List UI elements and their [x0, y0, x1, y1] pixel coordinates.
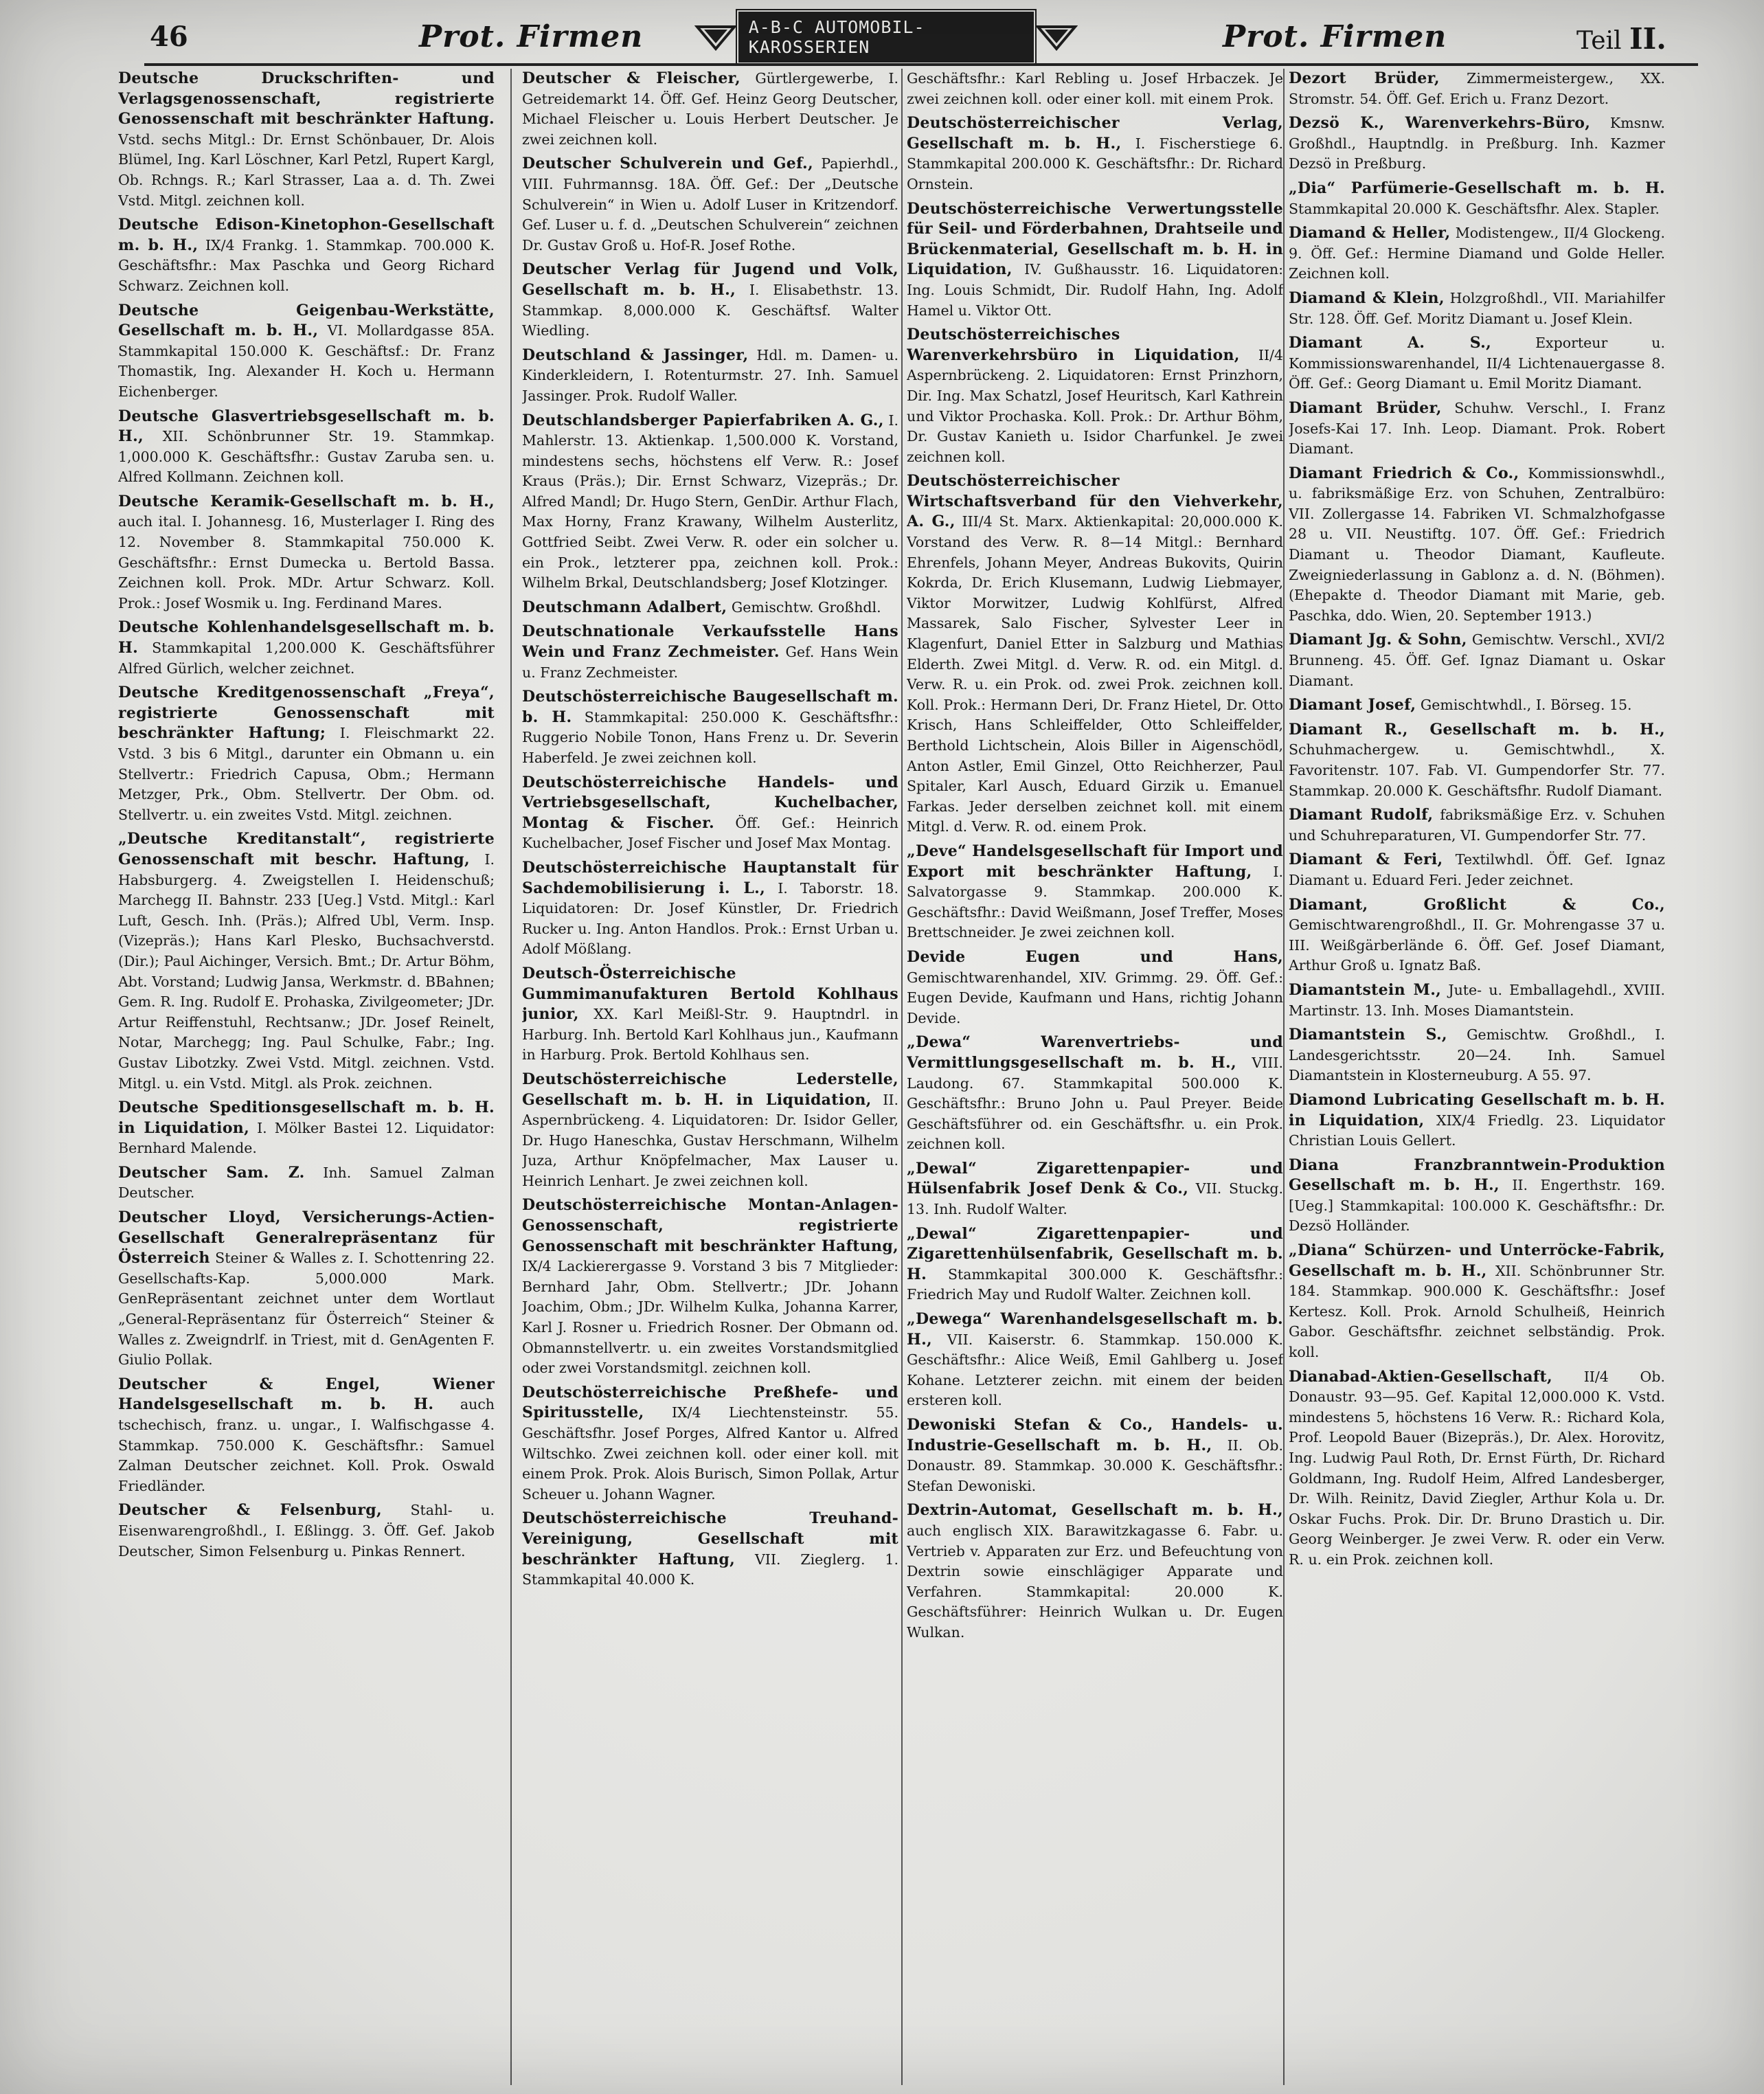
entry-company-name: Deutschösterreichische Montan-Anlagen-Genossenschaft, registrierte Genossenschaft mit beschränkter Haftung,	[522, 1196, 898, 1255]
entry-company-name: Diamant & Feri,	[1289, 851, 1443, 869]
directory-entry	[522, 687, 898, 768]
directory-entry	[907, 1415, 1283, 1496]
directory-entry	[1289, 1367, 1665, 1570]
entry-company-name: Deutschösterreichische Baugesellschaft m. b. H.	[522, 688, 898, 726]
entry-details: II/4 Ob. Donaustr. 93—95. Gef. Kapital 12,000.000 K. Vstd. mindestens 5, höchstens 16 Verw. R.: Richard Kola, Prof. Leopold Bauer (Bizepräs.), Dr. Alex. Horovitz, Ing. Ludwig Paul Roth, Dr. Ernst Fürth, Dr. Richard Goldmann, Ing. Rudolf Heim, Alfred Landesberger, Dr. Wilh. Reinitz, David Ziegler, Arthur Kola u. Dr. Oskar Fuchs. Prok. Dir. Dr. Bruno Drastich u. Dir. Georg Weinberger. Je zwei Verw. R. oder ein Verw. R. u. ein Prok. zeichnen koll.	[1289, 1368, 1665, 1568]
directory-entry	[907, 1033, 1283, 1155]
entry-details: auch englisch XIX. Barawitzkagasse 6. Fabr. u. Vertrieb v. Apparaten zur Erz. und Befeuchtung von Dextrin sowie einschlägiger Apparate und Verfahren. Stammkapital: 20.000 K. Geschäftsführer: Heinrich Wulkan u. Dr. Eugen Wulkan.	[907, 1522, 1283, 1641]
entry-company-name: Diamant Jg. & Sohn,	[1289, 631, 1467, 649]
entry-details: Gemischtw. Verschl., XVI/2 Brunneng. 45. Öff. Gef. Ignaz Diamant u. Oskar Diamant.	[1289, 631, 1665, 689]
directory-entry	[1289, 69, 1665, 109]
entry-details: I. Taborstr. 18. Liquidatoren: Dr. Josef Künstler, Dr. Friedrich Rucker u. Ing. Anton Handlos. Prok.: Ernst Urban u. Adolf Mößlang.	[522, 879, 898, 958]
entry-details: Exporteur u. Kommissionswarenhandel, II/4 Lichtenauergasse 8. Öff. Gef.: Georg Diamant u. Emil Moritz Diamant.	[1289, 335, 1665, 392]
entry-details: Holzgroßhdl., VII. Mariahilfer Str. 128. Öff. Gef. Moritz Diamant u. Josef Klein.	[1289, 289, 1665, 327]
entry-details: I. Salvatorgasse 9. Stammkap. 200.000 K. Geschäftsfhr.: David Weißmann, Josef Treffer, Moses Brettschneider. Je zwei zeichnen koll.	[907, 863, 1283, 941]
entry-company-name: „Deutsche Kreditanstalt“, registrierte Genossenschaft mit beschr. Haftung,	[118, 830, 495, 868]
directory-entry	[522, 346, 898, 407]
part-label	[1576, 22, 1666, 56]
directory-entry	[522, 1070, 898, 1192]
directory-entry	[1289, 720, 1665, 801]
entry-company-name: Dezort Brüder,	[1289, 69, 1440, 87]
entry-company-name: Deutschmann Adalbert,	[522, 598, 727, 616]
directory-entry	[907, 325, 1283, 467]
entry-details: I. Fischerstiege 6. Stammkapital 200.000 K. Geschäftsfhr.: Dr. Richard Ornstein.	[907, 135, 1283, 192]
entry-company-name: Deutschösterreichische Preßhefe- und Spiritusstelle,	[522, 1383, 898, 1422]
entry-details: auch tschechisch, franz. u. ungar., I. Walfischgasse 4. Stammkap. 750.000 K. Geschäftsfhr.: Samuel Zalman Deutscher zeichnet. Koll. Prok. Oswald Friedländer.	[118, 1396, 495, 1494]
directory-entry	[522, 69, 898, 150]
entry-details: IX/4 Lackierergasse 9. Vorstand 3 bis 7 Mitglieder: Bernhard Jahr, Obm. Stellvertr.; JDr. Johann Joachim, Obm.; JDr. Wilhelm Kulka, Johanna Karrer, Karl J. Rosner u. Friedrich Rosner. Der Obmann od. Obmannstellvertr. u. ein zweites Vorstandsmitglied oder zwei Vorstandsmitgl. zeichnen koll.	[522, 1258, 898, 1377]
directory-entry	[1289, 1025, 1665, 1086]
directory-entry	[118, 492, 495, 614]
entry-company-name: Deutschnationale Verkaufsstelle Hans Wein und Franz Zechmeister.	[522, 622, 898, 662]
entry-company-name: Dianabad-Aktien-Gesellschaft,	[1289, 1367, 1552, 1386]
entry-details: Steiner & Walles z. I. Schottenring 22. Gesellschafts-Kap. 5,000.000 Mark. GenRepräsentant zeichnet unter dem Wortlaut „General-Repräsentanz für Österreich“ Steiner & Walles z. Zweigndrlf. in Triest, mit d. GenAgenten F. Giulio Pollak.	[118, 1250, 495, 1369]
directory-entry	[522, 858, 898, 960]
directory-entry	[118, 301, 495, 403]
entry-company-name: Diamant Brüder,	[1289, 398, 1442, 417]
directory-entry	[1289, 398, 1665, 460]
entry-company-name: Deutsche Keramik-Gesellschaft m. b. H.,	[118, 492, 495, 510]
entry-details: XIX/4 Friedlg. 23. Liquidator Christian Louis Gellert.	[1289, 1112, 1665, 1149]
entry-company-name: Deutschösterreichischer Verlag, Gesellschaft m. b. H.,	[907, 114, 1283, 153]
directory-entry	[907, 1500, 1283, 1643]
entry-company-name: Diamond Lubricating Gesellschaft m. b. H. in Liquidation,	[1289, 1090, 1665, 1129]
directory-entry	[118, 1163, 495, 1204]
directory-entry	[522, 1195, 898, 1378]
entry-details: Zimmermeistergew., XX. Stromstr. 54. Öff. Gef. Erich u. Franz Dezort.	[1289, 70, 1665, 107]
directory-entry	[1289, 1156, 1665, 1237]
directory-entry	[1289, 1241, 1665, 1363]
entry-details: IX/4 Frankg. 1. Stammkap. 700.000 K. Geschäftsfhr.: Max Paschka und Georg Richard Schwarz. Zeichnen koll.	[118, 236, 495, 294]
directory-entry	[907, 113, 1283, 194]
entry-company-name: Diamantstein S.,	[1289, 1026, 1447, 1044]
entry-details: Geschäftsfhr.: Karl Rebling u. Josef Hrbaczek. Je zwei zeichnen koll. oder einer koll. mit einem Prok.	[907, 70, 1283, 107]
entry-details: Textilwhdl. Öff. Gef. Ignaz Diamant u. Eduard Feri. Jeder zeichnet.	[1289, 851, 1665, 888]
entry-details: Kommissionswhdl., u. fabriksmäßige Erz. von Schuhen, Zentralbüro: VII. Zollergasse 14. Fabriken VI. Schmalzhofgasse 28 u. VII. Neustiftg. 107. Öff. Gef.: Friedrich Diamant u. Theodor Diamant, Kaufleute. Zweigniederlassung in Gablonz a. d. N. (Böhmen). (Ehepakte d. Theodor Diamant mit Marie, geb. Paschka, ddo. Wien, 20. September 1913.)	[1289, 464, 1665, 624]
entry-details: Stammkapital 1,200.000 K. Geschäftsführer Alfred Gürlich, welcher zeichnet.	[118, 640, 495, 677]
page-header	[0, 15, 1764, 63]
entry-details: I. Fleischmarkt 22. Vstd. 3 bis 6 Mitgl., darunter ein Obmann u. ein Stellvertr.: Friedrich Capusa, Obm.; Hermann Metzger, Prk., Obm. Stellvertr. Der Obm. od. Stellvertr. u. ein zweites Vstd. Mitgl. zeichnen.	[118, 725, 495, 823]
directory-entry	[907, 1159, 1283, 1220]
entry-details: Stammkapital 20.000 K. Geschäftsfhr. Alex. Stapler.	[1289, 200, 1660, 217]
entry-company-name: Deutschösterreichische Hauptanstalt für Sachdemobilisierung i. L.,	[522, 858, 898, 897]
directory-entry	[1289, 333, 1665, 394]
entry-company-name: Diamantstein M.,	[1289, 980, 1442, 999]
directory-entry	[1289, 980, 1665, 1021]
left-running-title: Prot. Firmen	[419, 19, 644, 54]
entry-company-name: Deutsch-Österreichische Gummimanufakturen Bertold Kohlhaus junior,	[522, 964, 898, 1024]
directory-entry	[522, 964, 898, 1066]
entry-details: Gürtlergewerbe, I. Getreidemarkt 14. Öff. Gef. Heinz Georg Deutscher, Michael Fleischer u. Louis Herbert Deutscher. Je zwei zeichnen koll.	[522, 70, 898, 148]
entry-details: Jute- u. Emballagehdl., XVIII. Martinstr. 13. Inh. Moses Diamantstein.	[1289, 981, 1665, 1019]
directory-entry	[1289, 630, 1665, 691]
directory-entry	[522, 773, 898, 854]
directory-entry	[118, 1500, 495, 1562]
car-emblem-icon	[1034, 21, 1078, 53]
entry-company-name: Diamant A. S.,	[1289, 334, 1492, 352]
entry-company-name: „Dewega“ Warenhandelsgesellschaft m. b. H.,	[907, 1310, 1283, 1349]
directory-entry	[1289, 805, 1665, 846]
entry-company-name: Deutschösterreichische Handels- und Vertriebsgesellschaft, Kuchelbacher, Montag & Fischer.	[522, 773, 898, 832]
entry-details: XII. Schönbrunner Str. 19. Stammkap. 1,000.000 K. Geschäftsfhr.: Gustav Zaruba sen. u. Alfred Kollmann. Zeichnen koll.	[118, 428, 495, 486]
entry-company-name: Deutsche Glasvertriebsgesellschaft m. b. H.,	[118, 407, 495, 446]
entry-details: Gemischtwarengroßhdl., II. Gr. Mohrengasse 37 u. III. Weißgärberlände 6. Öff. Gef. Josef Diamant, Arthur Groß u. Ignatz Baß.	[1289, 916, 1665, 974]
entry-company-name: Deutscher Verlag für Jugend und Volk, Gesellschaft m. b. H.,	[522, 260, 898, 299]
entry-company-name: Deutsche Druckschriften- und Verlagsgenossenschaft, registrierte Genossenschaft mit beschränkter Haftung.	[118, 69, 495, 128]
part-label-text: Teil	[1576, 27, 1622, 55]
entry-company-name: „Dewal“ Zigarettenpapier- und Hülsenfabrik Josef Denk & Co.,	[907, 1159, 1283, 1198]
car-emblem-icon	[694, 21, 738, 53]
entry-company-name: Dextrin-Automat, Gesellschaft m. b. H.,	[907, 1501, 1283, 1520]
directory-entry	[522, 1509, 898, 1590]
directory-entry	[1289, 179, 1665, 219]
entry-details: auch ital. I. Johannesg. 16, Musterlager I. Ring des 12. November 8. Stammkapital 750.000 K. Geschäftsfhr.: Ernst Dumecka u. Bertold Bassa. Zeichnen koll. Prok. MDr. Artur Schwarz. Koll. Prok.: Josef Wosmik u. Ing. Ferdinand Mares.	[118, 513, 495, 611]
entry-company-name: Deutscher & Felsenburg,	[118, 1501, 382, 1520]
entry-details: Hdl. m. Damen- u. Kinderkleidern, I. Rotenturmstr. 27. Inh. Samuel Jassinger. Prok. Rudolf Waller.	[522, 346, 898, 404]
entry-company-name: Deutscher & Fleischer,	[522, 69, 740, 87]
entry-details: VII. Zieglerg. 1. Stammkapital 40.000 K.	[522, 1551, 898, 1588]
entry-company-name: Deutschösterreichische Treuhand-Vereinigung, Gesellschaft mit beschränkter Haftung,	[522, 1509, 898, 1568]
entry-details: Gemischtwarenhandel, XIV. Grimmg. 29. Öff. Gef.: Eugen Devide, Kaufmann und Hans, richtig Johann Devide.	[907, 969, 1283, 1026]
directory-entry	[1289, 895, 1665, 976]
column-1	[118, 69, 495, 2085]
directory-entry	[907, 471, 1283, 837]
entry-company-name: Diamant Rudolf,	[1289, 806, 1434, 824]
header-rule	[144, 63, 1698, 66]
entry-details: Inh. Samuel Zalman Deutscher.	[118, 1164, 495, 1202]
entry-details: Schuhw. Verschl., I. Franz Josefs-Kai 17. Inh. Leop. Diamant. Prok. Robert Diamant.	[1289, 399, 1665, 458]
entry-details: Stammkapital: 250.000 K. Geschäftsfhr.: Ruggerio Nobile Tonon, Hans Frenz u. Dr. Severin Haberfeld. Je zwei zeichnen koll.	[522, 708, 898, 766]
part-numeral: II.	[1629, 22, 1666, 56]
entry-company-name: Diamant, Großlicht & Co.,	[1289, 895, 1665, 914]
entry-company-name: Diamant Friedrich & Co.,	[1289, 464, 1519, 482]
directory-entry	[522, 154, 898, 256]
entry-company-name: „Dia“ Parfümerie-Gesellschaft m. b. H.	[1289, 179, 1665, 197]
entry-company-name: Deutscher Schulverein und Gef.,	[522, 155, 813, 173]
entry-company-name: Deutscher Sam. Z.	[118, 1163, 305, 1182]
directory-entry	[1289, 223, 1665, 284]
entry-company-name: Deutschland & Jassinger,	[522, 346, 749, 364]
entry-details: I. Mölker Bastei 12. Liquidator: Bernhard Malende.	[118, 1119, 495, 1157]
entry-details: I. Habsburgerg. 4. Zweigstellen I. Heidenschuß; Marchegg II. Bahnstr. 233 [Ueg.] Vstd. Mitgl.: Karl Luft, Gesch. Inh. (Präs.); Alfred Ubl, Verm. Insp. (Vizepräs.); Hans Karl Plesko, Buchsachverstd. (Dir.); Paul Aichinger, Versich. Bmt.; Dr. Artur Böhm, Abt. Vorstand; Ludwig Jansa, Werkmstr. d. BBahnen; Gem. R. Ing. Rudolf E. Prohaska, Zivilgeometer; JDr. Artur Reiffenstuhl, Rechtsanw.; JDr. Josef Reinelt, Notar, Marchegg; Ing. Paul Schulke, Fabr.; Ing. Gustav Libotzky. Zwei Vstd. Mitgl. zeichnen. Vstd. Mitgl. u. ein Vstd. Mitgl. als Prok. zeichnen.	[118, 851, 495, 1092]
entry-details: XII. Schönbrunner Str. 184. Stammkap. 900.000 K. Geschäftsfhr.: Josef Kertesz. Koll. Prok. Arnold Schulheiß, Heinrich Gabor. Geschäftsfhr. zeichnet selbständig. Prok. koll.	[1289, 1262, 1665, 1361]
entry-details: I. Mahlerstr. 13. Aktienkap. 1,500.000 K. Vorstand, mindestens sechs, höchstens elf Verw. R.: Josef Kraus (Präs.); Dir. Ernst Schwarz, Vizepräs.; Dr. Alfred Mandl; Dr. Hugo Stern, GenDir. Arthur Flach, Max Horny, Franz Krawany, Wilhelm Austerlitz, Gottfried Seibt. Zwei Verw. R. oder ein solcher u. ein Prok., letzterer ppa, zeichnen koll. Prok.: Wilhelm Brkal, Deutschlandsberg; Josef Klotzinger.	[522, 412, 898, 592]
entry-details: IX/4 Liechtensteinstr. 55. Geschäftsfhr. Josef Porges, Alfred Kantor u. Alfred Wiltschko. Zwei zeichnen koll. oder einer koll. mit einem Prok. Prok. Alois Burisch, Simon Pollak, Artur Scheuer u. Johann Wagner.	[522, 1404, 898, 1502]
banner-text: A-B-C AUTOMOBIL-KAROSSERIEN	[738, 12, 1034, 63]
entry-company-name: Deutsche Kohlenhandelsgesellschaft m. b. H.	[118, 618, 495, 657]
entry-company-name: Deutscher & Engel, Wiener Handelsgesellschaft m. b. H.	[118, 1375, 495, 1414]
entry-company-name: Dewoniski Stefan & Co., Handels- u. Industrie-Gesellschaft m. b. H.,	[907, 1416, 1283, 1454]
directory-entry	[907, 947, 1283, 1028]
entry-details: Stahl- u. Eisenwarengroßhdl., I. Eßlingg. 3. Öff. Gef. Jakob Deutscher, Simon Felsenburg u. Pinkas Rennert.	[118, 1502, 495, 1560]
directory-entry	[1289, 695, 1665, 716]
entry-details: Stammkapital 300.000 K. Geschäftsfhr.: Friedrich May und Rudolf Walter. Zeichnen koll.	[907, 1265, 1283, 1303]
entry-details: Vstd. sechs Mitgl.: Dr. Ernst Schönbauer, Dr. Alois Blümel, Ing. Karl Löschner, Karl Petzl, Rupert Kargl, Ob. Rchngs. R.; Karl Strasser, Laa a. d. Th. Zwei Vstd. Mitgl. zeichnen koll.	[118, 131, 495, 209]
entry-details: Kmsnw. Großhdl., Hauptndlg. in Preßburg. Inh. Kazmer Dezsö in Preßburg.	[1289, 115, 1665, 172]
entry-company-name: Diamand & Heller,	[1289, 224, 1451, 243]
directory-entry	[522, 598, 898, 618]
directory-entry	[1289, 113, 1665, 174]
column-4	[1289, 69, 1665, 2085]
directory-entry	[1289, 1090, 1665, 1151]
entry-company-name: Deutsche Kreditgenossenschaft „Freya“, registrierte Genossenschaft mit beschränkter Haftung;	[118, 684, 495, 743]
entry-company-name: Deutschlandsberger Papierfabriken A. G.,	[522, 411, 884, 429]
entry-company-name: Diamant R., Gesellschaft m. b. H.,	[1289, 720, 1665, 739]
entry-details: fabriksmäßige Erz. v. Schuhen und Schuhreparaturen, VI. Gumpendorfer Str. 77.	[1289, 807, 1665, 844]
directory-entry	[1289, 464, 1665, 627]
directory-entry	[118, 829, 495, 1094]
directory-entry	[118, 215, 495, 296]
column-divider	[510, 69, 512, 2085]
page-number: 46	[150, 21, 188, 53]
entry-details: VII. Stuckg. 13. Inh. Rudolf Walter.	[907, 1180, 1283, 1218]
column-divider	[1283, 69, 1285, 2085]
directory-entry	[118, 683, 495, 825]
directory-entry	[1289, 289, 1665, 329]
entry-company-name: Diamand & Klein,	[1289, 289, 1445, 307]
directory-entry	[118, 618, 495, 679]
entry-company-name: „Dewal“ Zigarettenpapier- und Zigarettenhülsenfabrik, Gesellschaft m. b. H.	[907, 1224, 1283, 1283]
entry-company-name: Deutschösterreichischer Wirtschaftsverband für den Viehverkehr, A. G.,	[907, 472, 1283, 531]
entry-details: II. Aspernbrückeng. 4. Liquidatoren: Dr. Isidor Geller, Dr. Hugo Haneschka, Gustav Herschmann, Wilhelm Juza, Arthur Knöpfelmacher, Max Lauser u. Heinrich Lenhart. Je zwei zeichnen koll.	[522, 1091, 898, 1189]
entry-company-name: Deutschösterreichische Lederstelle, Gesellschaft m. b. H. in Liquidation,	[522, 1070, 898, 1109]
directory-entry	[907, 842, 1283, 943]
column-2	[522, 69, 898, 2085]
entry-details: Schuhmachergew. u. Gemischtwhdl., X. Favoritenstr. 107. Fab. VI. Gumpendorfer Str. 77. Stammkap. 20.000 K. Geschäftsfhr. Rudolf Diamant.	[1289, 741, 1665, 799]
right-running-title: Prot. Firmen	[1223, 19, 1447, 54]
entry-details: VIII. Laudong. 67. Stammkapital 500.000 K. Geschäftsfhr.: Bruno John u. Paul Preyer. Beide Geschäftsführer od. ein Geschäftsfhr. u. ein Prok. zeichnen koll.	[907, 1054, 1283, 1153]
directory-entry	[118, 1208, 495, 1371]
entry-company-name: Deutsche Edison-Kinetophon-Gesellschaft m. b. H.,	[118, 216, 495, 254]
entry-details: Modistengew., II/4 Glockeng. 9. Öff. Gef.: Hermine Diamand und Golde Heller. Zeichnen koll.	[1289, 225, 1665, 282]
entry-details: III/4 St. Marx. Aktienkapital: 20,000.000 K. Vorstand des Verw. R. 8—14 Mitgl.: Bernhard Ehrenfels, Johann Meyer, Andreas Bukovits, Quirin Kokrda, Dr. Erich Klusemann, Ludwig Liebmayer, Viktor Morwitzer, Ludwig Kohlfürst, Alfred Massarek, Salo Fischer, Sylvester Leer in Klagenfurt, Daniel Etter in Salzburg und Mathias Elderth. Zwei Mitgl. d. Verw. R. od. ein Mitgl. d. Verw. R. u. ein Prok. od. zwei Prok. zeichnen koll. Koll. Prok.: Hermann Deri, Dr. Franz Hietel, Dr. Otto Krisch, Hans Schleiffelder, Otto Schleiffelder, Berthold Lichtschein, Alois Biller in Aigenschödl, Anton Astler, Emil Ginzel, Otto Reichherzer, Paul Spitaler, Karl Ausch, Eduard Girzik u. Emanuel Farkas. Jeder derselben zeichnet koll. mit einem Mitgl. d. Verw. R. od. einem Prok.	[907, 513, 1283, 835]
entry-details: II. Ob. Donaustr. 89. Stammkap. 30.000 K. Geschäftsfhr.: Stefan Dewoniski.	[907, 1437, 1283, 1494]
column-3	[907, 69, 1283, 2085]
directory-entry	[907, 199, 1283, 322]
entry-company-name: Deutsche Speditionsgesellschaft m. b. H. in Liquidation,	[118, 1099, 495, 1137]
advertisement-banner	[694, 17, 1078, 57]
directory-entry	[522, 1383, 898, 1505]
entry-company-name: Diamant Josef,	[1289, 696, 1416, 714]
directory-entry	[522, 622, 898, 683]
entry-details: Gemischtw. Großhdl., I. Landesgerichtsstr. 20—24. Inh. Samuel Diamantstein in Klosterneuburg. A 55. 97.	[1289, 1026, 1665, 1084]
entry-details: II. Engerthstr. 169. [Ueg.] Stammkapital: 100.000 K. Geschäftsfhr.: Dr. Dezsö Holländer.	[1289, 1177, 1665, 1235]
entry-details: Gemischtw. Großhdl.	[731, 598, 881, 616]
entry-details: Gemischtwhdl., I. Börseg. 15.	[1420, 697, 1632, 714]
directory-entry	[907, 69, 1283, 109]
entry-details: Gef. Hans Wein u. Franz Zechmeister.	[522, 644, 898, 681]
entry-details: I. Elisabethstr. 13. Stammkap. 8,000.000 K. Geschäftsf. Walter Wiedling.	[522, 281, 898, 339]
entry-details: VI. Mollardgasse 85A. Stammkapital 150.000 K. Geschäftsf.: Dr. Franz Thomastik, Ing. Alexander H. Koch u. Hermann Eichenberger.	[118, 322, 495, 400]
entry-company-name: Diana Franzbranntwein-Produktion Gesellschaft m. b. H.,	[1289, 1156, 1665, 1195]
entry-company-name: Devide Eugen und Hans,	[907, 947, 1283, 966]
entry-company-name: „Dewa“ Warenvertriebs- und Vermittlungsgesellschaft m. b. H.,	[907, 1033, 1283, 1072]
entry-details: VII. Kaiserstr. 6. Stammkap. 150.000 K. Geschäftsfhr.: Alice Weiß, Emil Gahlberg u. Josef Kohane. Letzterer zeichn. mit einem der beiden ersteren koll.	[907, 1331, 1283, 1409]
directory-entry	[907, 1309, 1283, 1411]
directory-entry	[907, 1224, 1283, 1305]
entry-details: Papierhdl., VIII. Fuhrmannsg. 18A. Öff. Gef.: Der „Deutsche Schulverein“ in Wien u. Adolf Luser in Kritzendorf. Gef. Luser u. f. d. „Deutschen Schulverein“ zeichnen Dr. Gustav Groß u. Hof-R. Josef Rothe.	[522, 155, 898, 254]
entry-details: IV. Gußhausstr. 16. Liquidatoren: Ing. Louis Schmidt, Dir. Rudolf Hahn, Ing. Adolf Hamel u. Viktor Ott.	[907, 261, 1283, 319]
directory-entry	[522, 260, 898, 341]
entry-details: XX. Karl Meißl-Str. 9. Hauptndrl. in Harburg. Inh. Bertold Karl Kohlhaus jun., Kaufmann in Harburg. Prok. Bertold Kohlhaus sen.	[522, 1006, 898, 1063]
entry-company-name: Deutsche Geigenbau-Werkstätte, Gesellschaft m. b. H.,	[118, 301, 495, 340]
directory-entry	[118, 407, 495, 488]
directory-entry	[522, 411, 898, 594]
entry-company-name: Deutscher Lloyd, Versicherungs-Actien-Gesellschaft Generalrepräsentanz für Österreich	[118, 1208, 495, 1268]
directory-entry	[1289, 850, 1665, 890]
entry-company-name: „Deve“ Handelsgesellschaft für Import und Export mit beschränkter Haftung,	[907, 842, 1283, 881]
entry-company-name: Deutschösterreichische Verwertungsstelle für Seil- und Förderbahnen, Drahtseile und Brückenmaterial, Gesellschaft m. b. H. in Liquidation,	[907, 199, 1283, 279]
directory-entry	[118, 1098, 495, 1159]
entry-company-name: Dezsö K., Warenverkehrs-Büro,	[1289, 114, 1591, 133]
directory-entry	[118, 69, 495, 211]
column-divider	[901, 69, 903, 2085]
entry-company-name: „Diana“ Schürzen- und Unterröcke-Fabrik, Gesellschaft m. b. H.,	[1289, 1241, 1665, 1280]
directory-entry	[118, 1375, 495, 1497]
entry-company-name: Deutschösterreichisches Warenverkehrsbüro in Liquidation,	[907, 326, 1240, 364]
entry-details: II/4 Aspernbrückeng. 2. Liquidatoren: Ernst Prinzhorn, Dir. Ing. Max Schatzl, Josef Heuritsch, Karl Kathrein und Viktor Prochaska. Koll. Prok.: Dr. Arthur Böhm, Dr. Gustav Kanieth u. Isidor Charfunkel. Je zwei zeichnen koll.	[907, 346, 1283, 465]
entry-details: Öff. Gef.: Heinrich Kuchelbacher, Josef Fischer und Josef Max Montag.	[522, 814, 898, 852]
